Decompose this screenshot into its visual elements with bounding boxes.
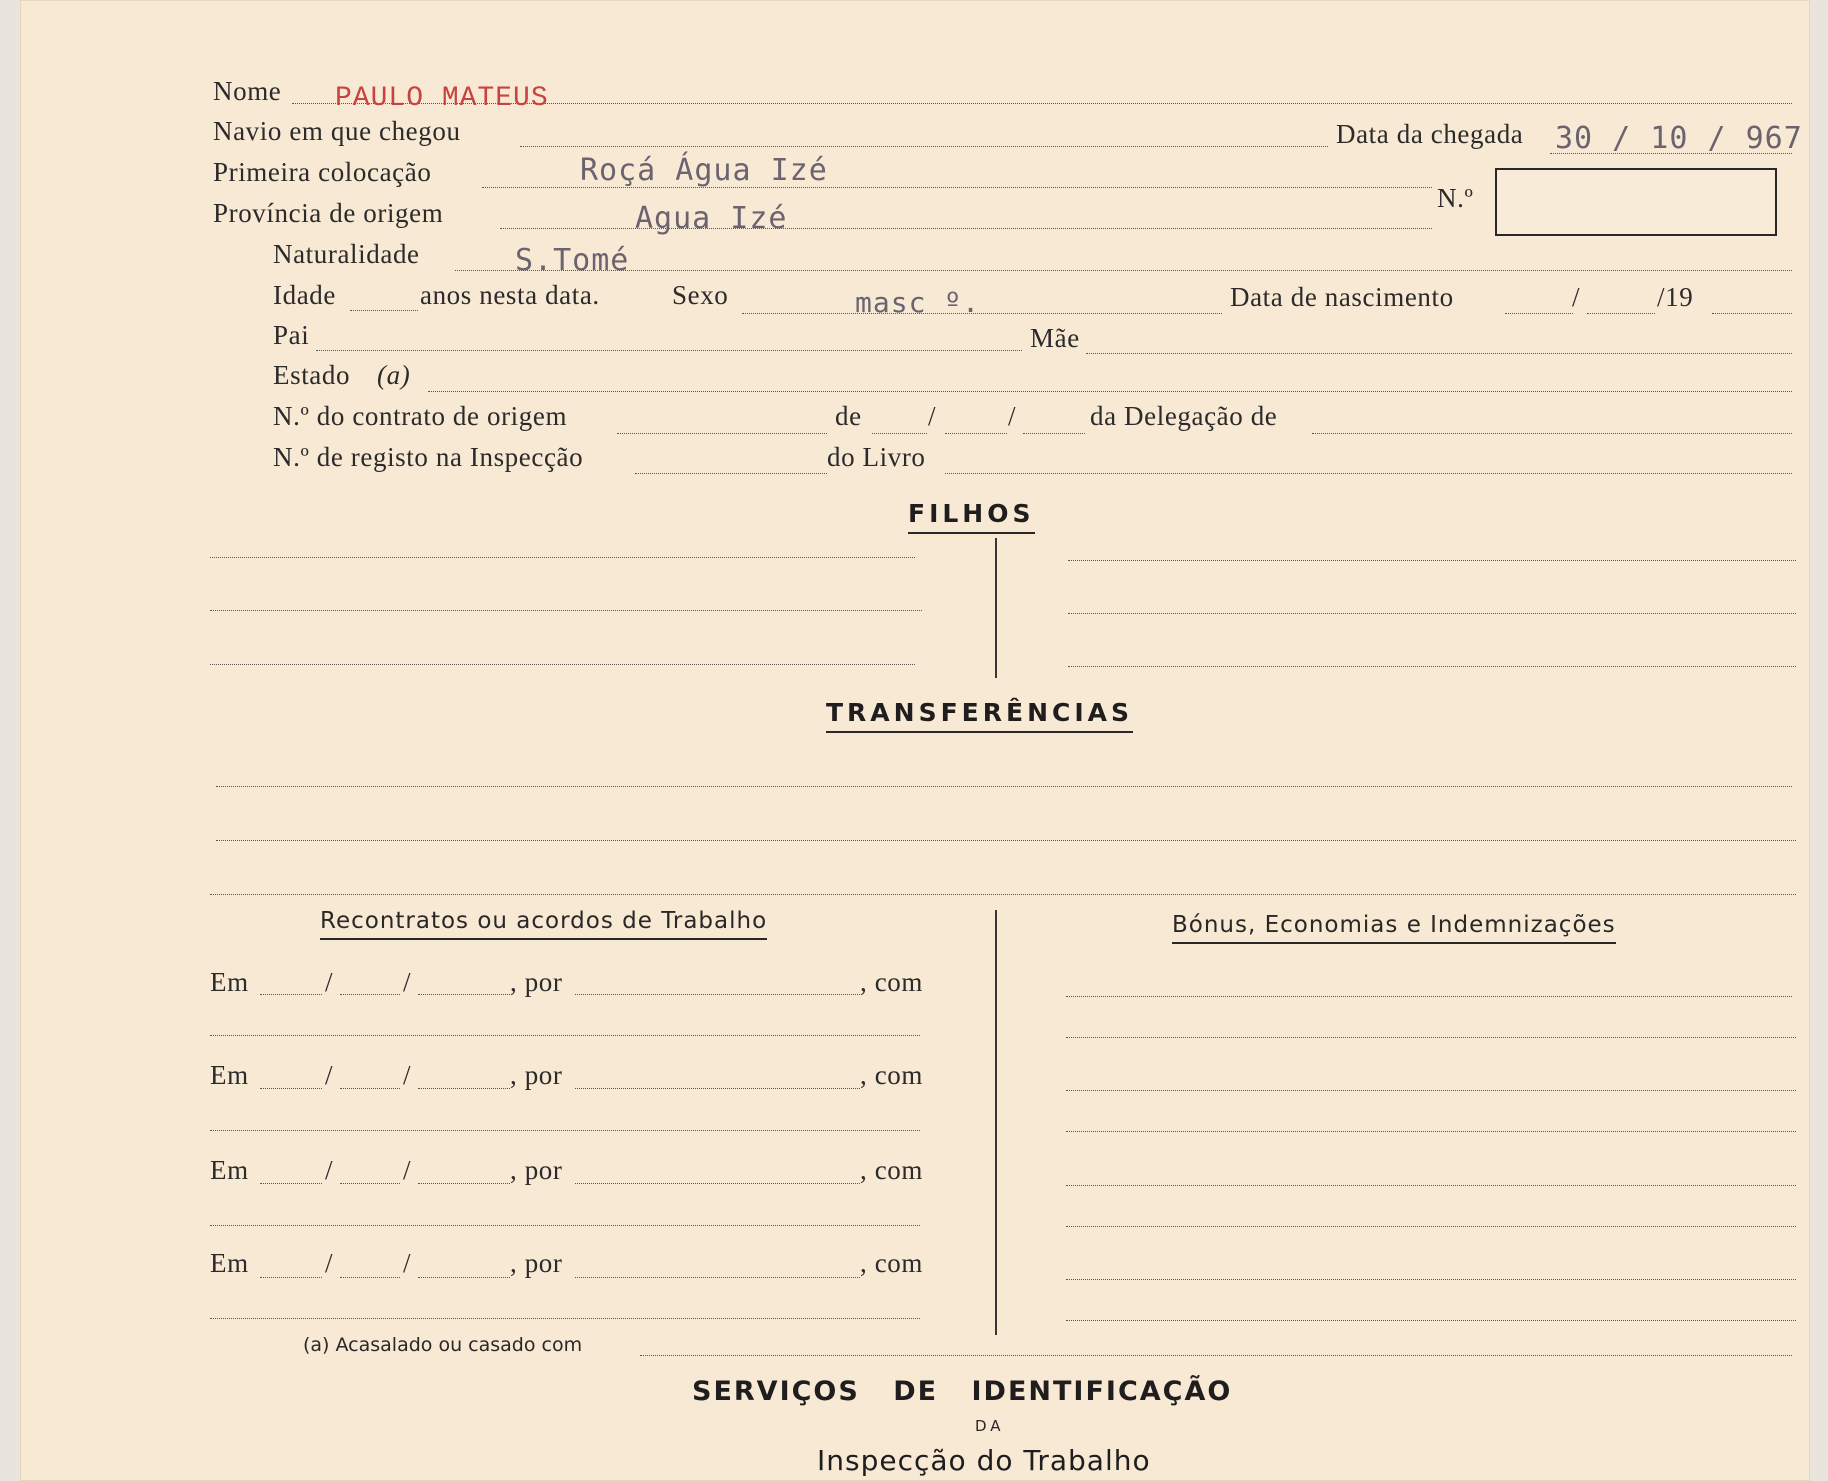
recontrato-2-slash-2: / <box>403 1060 412 1090</box>
recontrato-4-slash-2: / <box>403 1248 412 1278</box>
recontrato-2-slash-1: / <box>325 1060 334 1090</box>
contrato-slash-2: / <box>1008 401 1017 431</box>
filhos-line-left-3 <box>210 664 915 665</box>
recontrato-1-year-line <box>418 994 510 995</box>
bonus-line-7 <box>1066 1279 1796 1280</box>
contrato-day-line <box>872 433 927 434</box>
pai-line <box>316 350 1022 351</box>
bonus-line-1 <box>1066 996 1792 997</box>
recontrato-2-day-line <box>260 1088 322 1089</box>
recontrato-2-month-line <box>340 1088 400 1089</box>
nascimento-month-line <box>1587 313 1655 314</box>
anos-label: anos nesta data. <box>420 280 600 310</box>
data-chegada-label: Data da chegada <box>1336 119 1524 149</box>
recontrato-1-em: Em <box>210 967 249 997</box>
mae-line <box>1086 353 1792 354</box>
recontrato-3-line-2 <box>210 1225 920 1226</box>
footer-da: DA <box>975 1417 1005 1435</box>
delegacao-label: da Delegação de <box>1090 401 1278 431</box>
provincia-label: Província de origem <box>213 198 444 228</box>
recontrato-2-line-2 <box>210 1130 920 1131</box>
recontrato-2-por: , por <box>510 1060 563 1090</box>
recontrato-4-com: , com <box>860 1248 923 1278</box>
recontrato-3-por: , por <box>510 1155 563 1185</box>
recontrato-2-year-line <box>418 1088 510 1089</box>
delegacao-line <box>1312 433 1792 434</box>
recontrato-1-day-line <box>260 994 322 995</box>
nascimento-year-line <box>1712 313 1792 314</box>
recontrato-4-month-line <box>340 1277 400 1278</box>
nome-value: PAULO MATEUS <box>335 83 549 114</box>
recontrato-2-com: , com <box>860 1060 923 1090</box>
contrato-slash-1: / <box>928 401 937 431</box>
filhos-line-right-3 <box>1068 666 1796 667</box>
nascimento-slash: / <box>1572 282 1581 312</box>
bonus-heading: Bónus, Economias e Indemnizações <box>1172 912 1616 944</box>
recontrato-1-slash-1: / <box>325 967 334 997</box>
recontrato-1-por-line <box>575 994 860 995</box>
recontrato-3-year-line <box>418 1183 510 1184</box>
footnote-line <box>640 1355 1792 1356</box>
bonus-line-8 <box>1066 1320 1796 1321</box>
numero-label: N.º <box>1437 183 1474 213</box>
data-nascimento-label: Data de nascimento <box>1230 282 1454 312</box>
contrato-label: N.º do contrato de origem <box>273 401 568 431</box>
recontrato-4-por-line <box>575 1277 860 1278</box>
naturalidade-value: S.Tomé <box>515 243 630 278</box>
recontratos-heading: Recontratos ou acordos de Trabalho <box>320 908 767 940</box>
filhos-line-left-2 <box>210 610 922 611</box>
recontrato-4-por: , por <box>510 1248 563 1278</box>
footer-subtitle: Inspecção do Trabalho <box>817 1444 1151 1477</box>
estado-label: Estado <box>273 360 351 390</box>
recontrato-4-line-2 <box>210 1318 920 1319</box>
livro-line <box>945 473 1792 474</box>
recontrato-3-com: , com <box>860 1155 923 1185</box>
recontrato-4-year-line <box>418 1277 510 1278</box>
contrato-line <box>617 433 827 434</box>
recontrato-1-line-2 <box>210 1035 920 1036</box>
recontrato-3-month-line <box>340 1183 400 1184</box>
filhos-line-right-1 <box>1068 560 1796 561</box>
idade-line <box>350 310 418 311</box>
bonus-line-2 <box>1066 1037 1796 1038</box>
nascimento-year-prefix: /19 <box>1657 282 1694 312</box>
recontrato-4-slash-1: / <box>325 1248 334 1278</box>
nascimento-day-line <box>1505 313 1573 314</box>
livro-label: do Livro <box>827 442 926 472</box>
recontrato-3-day-line <box>260 1183 322 1184</box>
footnote-label: (a) Acasalado ou casado com <box>303 1334 583 1356</box>
bonus-line-4 <box>1066 1131 1796 1132</box>
registo-label: N.º de registo na Inspecção <box>273 442 584 472</box>
provincia-value: Agua Izé <box>635 201 788 236</box>
primeira-colocacao-label: Primeira colocação <box>213 157 432 187</box>
footer-title: SERVIÇOS DE IDENTIFICAÇÃO <box>692 1376 1233 1407</box>
sexo-label: Sexo <box>672 280 729 310</box>
recontrato-1-slash-2: / <box>403 967 412 997</box>
pai-label: Pai <box>273 320 310 350</box>
sexo-line <box>742 313 1222 314</box>
transferencias-line-2 <box>216 840 1796 841</box>
recontrato-3-slash-1: / <box>325 1155 334 1185</box>
bonus-line-3 <box>1066 1090 1796 1091</box>
recontrato-3-slash-2: / <box>403 1155 412 1185</box>
naturalidade-line <box>455 270 1792 271</box>
recontrato-2-em: Em <box>210 1060 249 1090</box>
transferencias-line-3 <box>210 894 1796 895</box>
recontrato-3-em: Em <box>210 1155 249 1185</box>
mae-label: Mãe <box>1030 323 1080 353</box>
navio-label: Navio em que chegou <box>213 116 461 146</box>
recontrato-1-por: , por <box>510 967 563 997</box>
recontratos-divider <box>995 910 997 1335</box>
estado-note-ref: (a) <box>377 360 411 390</box>
transferencias-line-1 <box>216 786 1792 787</box>
numero-box <box>1495 168 1777 236</box>
recontrato-2-por-line <box>575 1088 860 1089</box>
primeira-colocacao-value: Roçá Água Izé <box>580 153 828 188</box>
bonus-line-6 <box>1066 1226 1796 1227</box>
recontrato-4-em: Em <box>210 1248 249 1278</box>
data-chegada-value: 30 / 10 / 967 <box>1555 121 1803 156</box>
registo-line <box>635 473 827 474</box>
bonus-line-5 <box>1066 1185 1796 1186</box>
filhos-divider <box>995 538 997 678</box>
recontrato-1-month-line <box>340 994 400 995</box>
idade-label: Idade <box>273 280 336 310</box>
filhos-line-left-1 <box>210 557 915 558</box>
de-label: de <box>835 401 862 431</box>
sexo-value: masc º. <box>855 286 981 319</box>
identification-card <box>20 0 1810 1481</box>
recontrato-4-day-line <box>260 1277 322 1278</box>
contrato-month-line <box>945 433 1007 434</box>
navio-line <box>520 146 1328 147</box>
nome-label: Nome <box>213 76 282 106</box>
contrato-year-line <box>1023 433 1085 434</box>
naturalidade-label: Naturalidade <box>273 239 420 269</box>
filhos-heading: FILHOS <box>908 500 1035 534</box>
recontrato-3-por-line <box>575 1183 860 1184</box>
filhos-line-right-2 <box>1068 613 1796 614</box>
transferencias-heading: TRANSFERÊNCIAS <box>826 699 1133 733</box>
estado-line <box>428 391 1792 392</box>
recontrato-1-com: , com <box>860 967 923 997</box>
